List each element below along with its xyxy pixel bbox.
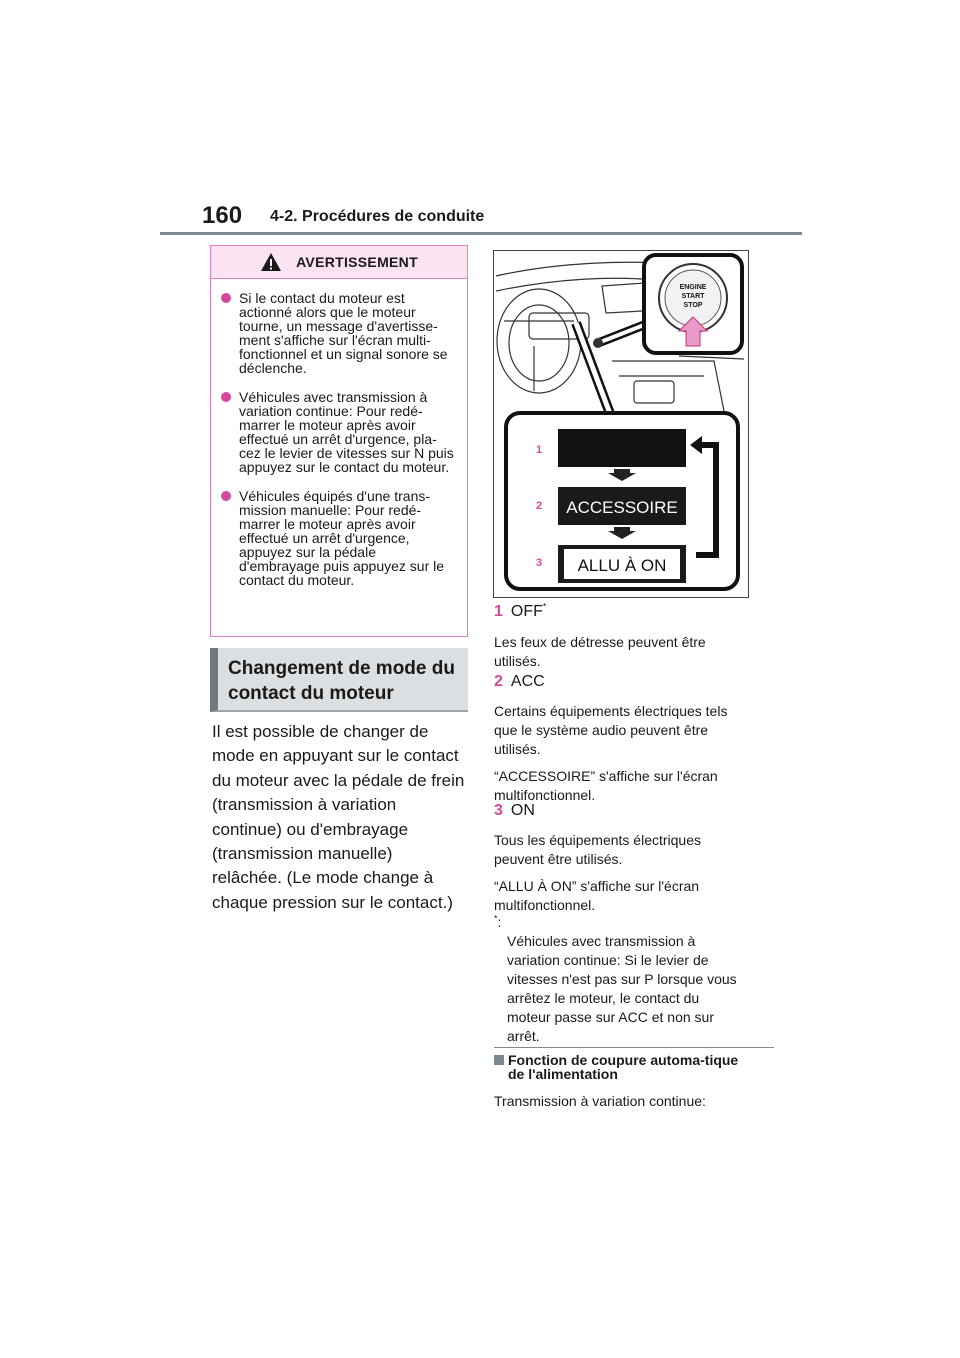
step-label: ACC bbox=[510, 673, 545, 690]
warning-item bbox=[219, 390, 457, 474]
mode-number-1: 1 bbox=[536, 444, 543, 456]
step-label: OFF bbox=[510, 603, 543, 620]
warning-triangle-icon bbox=[260, 252, 282, 272]
mode-number-2: 2 bbox=[536, 500, 543, 512]
page-number: 160 bbox=[202, 202, 243, 229]
warning-box bbox=[210, 245, 468, 637]
footnote bbox=[494, 913, 744, 1046]
step-number: 3 bbox=[494, 802, 503, 819]
bullet-icon bbox=[221, 392, 231, 402]
warning-title: AVERTISSEMENT bbox=[296, 254, 418, 270]
mode-display-on-text: ALLU À ON bbox=[577, 556, 667, 575]
mode-number-3: 3 bbox=[536, 557, 543, 569]
step-number: 1 bbox=[494, 603, 503, 620]
chapter-title: 4-2. Procédures de conduite bbox=[270, 208, 485, 225]
step-description: “ACCESSOIRE” s'affiche sur l'écran multifonctionnel. bbox=[494, 768, 718, 803]
header-rule bbox=[160, 232, 802, 235]
bullet-icon bbox=[221, 293, 231, 303]
step-1 bbox=[494, 603, 754, 671]
subsection-heading bbox=[494, 1053, 754, 1081]
section-heading-text: Changement de mode du contact du moteur bbox=[228, 658, 455, 704]
button-line-start: START bbox=[681, 293, 705, 300]
button-line-engine: ENGINE bbox=[679, 284, 707, 291]
warning-header bbox=[211, 246, 467, 279]
footnote-mark: * bbox=[494, 913, 498, 924]
step-number: 2 bbox=[494, 673, 503, 690]
footnote-mark: * bbox=[542, 601, 547, 612]
square-bullet-icon bbox=[494, 1055, 504, 1065]
engine-switch-figure bbox=[493, 250, 749, 598]
warning-item-text: Véhicules équipés d'une trans-mission manuelle: Pour redé-marrer le moteur après avoir effectué un arrêt d'urgence, appuyez sur la pédale d'embrayage puis appuyez sur le contact du moteur. bbox=[239, 488, 445, 588]
step-3 bbox=[494, 802, 754, 915]
warning-list bbox=[211, 279, 467, 587]
step-description: Certains équipements électriques tels que le système audio peuvent être utilisés. bbox=[494, 703, 728, 757]
section-heading bbox=[210, 648, 468, 712]
warning-item-text: Si le contact du moteur est actionné alors que le moteur tourne, un message d'avertisse-ment s'affiche sur l'écran multi-fonctionnel et un signal sonore se déclenche. bbox=[239, 290, 448, 376]
subsection-rule bbox=[494, 1047, 774, 1048]
figure-illustration bbox=[494, 251, 748, 597]
footnote-text: Véhicules avec transmission à variation continue: Si le levier de vitesses n'est pas sur P lorsque vous arrêtez le moteur, le contact du moteur passe sur ACC et non sur arrêt. bbox=[507, 933, 737, 1044]
step-description: Les feux de détresse peuvent être utilisés. bbox=[494, 634, 706, 669]
button-line-stop: STOP bbox=[683, 302, 703, 309]
mode-display-off bbox=[558, 429, 686, 467]
step-description: Tous les équipements électriques peuvent être utilisés. bbox=[494, 832, 702, 867]
step-2 bbox=[494, 673, 754, 805]
intro-paragraph: Il est possible de changer de mode en appuyant sur le contact du moteur avec la pédale de frein (transmission à variation continue) ou d'embrayage (transmission manuelle) relâchée. (Le mode change à chaque pression sur le contact.) bbox=[212, 722, 465, 912]
bullet-icon bbox=[221, 491, 231, 501]
warning-item bbox=[219, 489, 457, 587]
warning-item-text: Véhicules avec transmission à variation continue: Pour redé-marrer le moteur après avoir effectué un arrêt d'urgence, pla-cez le levier de vitesses sur N puis appuyez sur le contact du moteur. bbox=[239, 389, 454, 475]
subsection-text: Transmission à variation continue: bbox=[494, 1093, 706, 1109]
mode-display-acc-text: ACCESSOIRE bbox=[566, 498, 678, 517]
warning-item bbox=[219, 291, 457, 375]
page-header bbox=[160, 202, 802, 236]
subsection-title: Fonction de coupure automa-tique de l'alimentation bbox=[508, 1052, 739, 1082]
step-description: “ALLU À ON” s'affiche sur l'écran multifonctionnel. bbox=[494, 878, 700, 913]
step-label: ON bbox=[510, 802, 535, 819]
footnote-prefix: : bbox=[497, 914, 502, 930]
